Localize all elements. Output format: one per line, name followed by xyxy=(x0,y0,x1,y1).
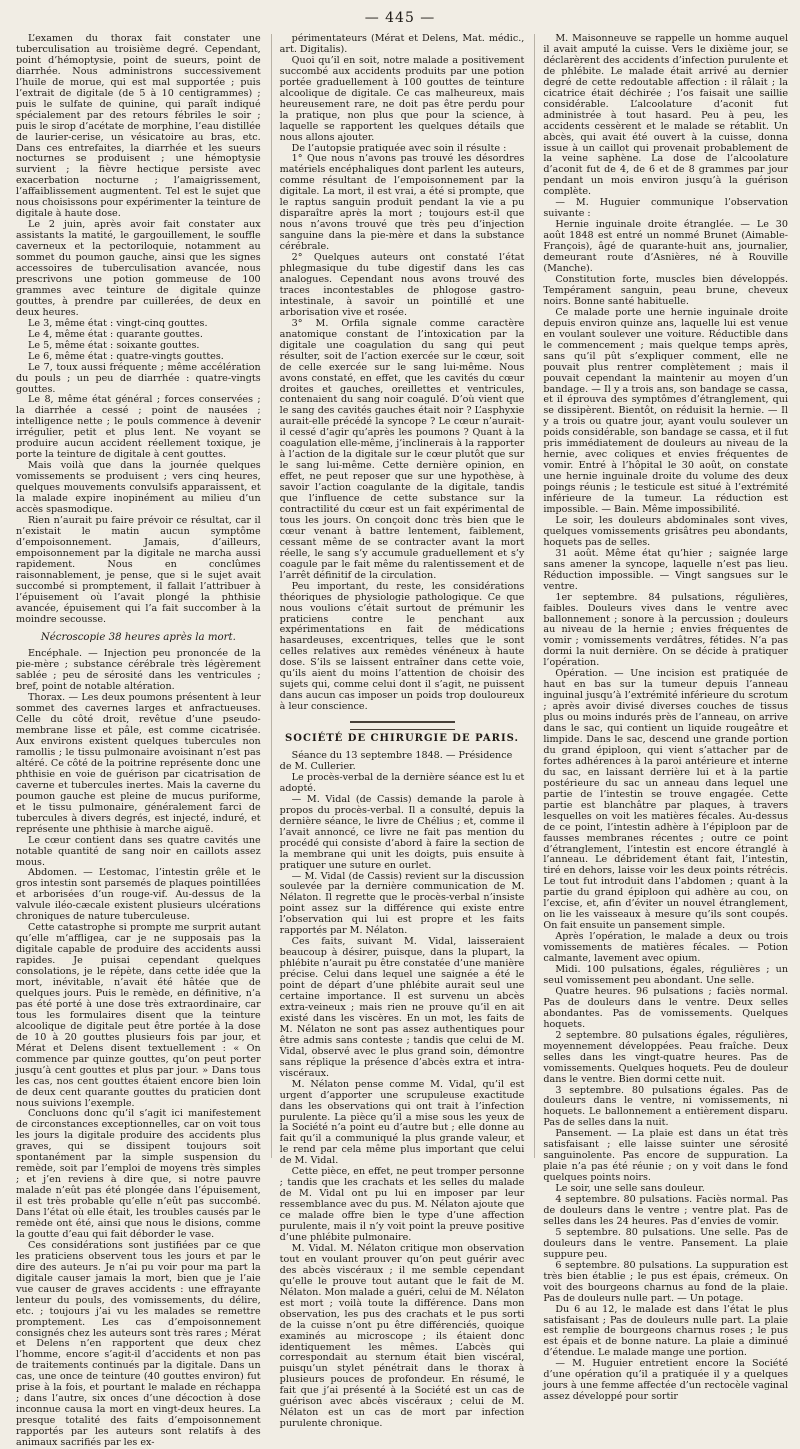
right-paragraph-21: — M. Huguier entretient encore la Société d’une opération qu’il a pratiquée il y a quelques jours à une femme affectée d’un rectocèle vaginal assez développé pour sortir xyxy=(543,1358,789,1403)
middle-paragraph-7: Peu important, du reste, les considérations théoriques de physiologie pathologique. Ce que nous voulions c’était surtout de prémunir les praticiens contre le penchant aux expérimentations en fait de médications hasardeuses, excentriques, telles que le sont celles relatives aux remèdes vénéneux à haute dose. S’ils se laissent entraîner dans cette voie, qu’ils aient du moins l’attention de choisir des sujets qui, comme celui dont il s’agit, ne puissent dans aucun cas imposer un poids trop douloureux à leur conscience. xyxy=(279,580,525,713)
middle-paragraph-1: périmentateurs (Mérat et Delens, Mat. médic., art. Digitalis). xyxy=(279,33,525,55)
left-paragraph-3: Le 3, même état : vingt-cinq gouttes. xyxy=(28,317,208,329)
right-paragraph-13: 2 septembre. 80 pulsations égales, régulières, moyennement développées. Peau fraîche. Deux selles dans les vingt-quatre heures. Pas de vomissements. Quelques hoquets. Peu de douleur dans le ventre. Bien dormi cette nuit. xyxy=(543,1029,789,1085)
society-meeting-line: Séance du 13 septembre 1848. — Présidence de M. Cullerier. xyxy=(279,750,513,772)
society-paragraph-1: Le procès-verbal de la dernière séance est lu et adopté. xyxy=(279,771,525,794)
middle-paragraph-2: Quoi qu’il en soit, notre malade a positivement succombé aux accidents produits par une potion portée graduellement à 100 gouttes de teinture alcoolique de digitale. Ce cas malheureux, mais heureusement rare, ne doit pas être perdu pour la pratique, non plus que pour la science, à laquelle se rapportent les quelques détails que nous allons ajouter. xyxy=(279,54,525,143)
left-paragraph-6: Le 6, même état : quatre-vingts gouttes. xyxy=(28,350,224,362)
left-paragraph-15: Abdomen. — L’estomac, l’intestin grêle et le gros intestin sont parsemés de plaques pointillées et arborisées d’un rouge-vif. Au-dessus de la valvule iléo-cæcale existent plusieurs ulcérations chroniques de nature tuberculeuse. xyxy=(16,867,261,923)
right-paragraph-2: — M. Huguier communique l’observation suivante : xyxy=(543,197,789,220)
middle-paragraph-3: De l’autopsie pratiquée avec soin il résulte : xyxy=(291,142,507,154)
middle-paragraph-4: 1° Que nous n’avons pas trouvé les désordres matériels encéphaliques dont parlent les auteurs, comme résultant de l’empoisonnement par la digitale. La mort, il est vrai, a été si prompte, que le raptus sanguin produit pendant la vie a pu disparaître après la mort ; toujours est-il que nous n’avons trouvé que très peu d’injection sanguine dans la pie-mère et dans la substance cérébrale. xyxy=(279,153,525,253)
left-paragraph-13: Thorax. — Les deux poumons présentent à leur sommet des cavernes larges et anfractueuses. Celle du côté droit, revêtue d’une pseudo-membrane lisse et pâle, est comme cicatrisée. Aux environs existent quelques tubercules non ramollis ; le tissu pulmonaire avoisinant n’est pas altéré. Ce côté de la poitrine représente donc une phthisie en voie de guérison par cicatrisation de caverne et tubercules inertes. Mais la caverne du poumon gauche est pleine de mucus puriforme, et le tissu pulmonaire, généralement farci de tubercules à divers degrés, est injecté, induré, et représente une phthisie à marche aiguë. xyxy=(16,692,261,835)
right-paragraph-12: Quatre heures. 96 pulsations ; faciès normal. Pas de douleurs dans le ventre. Deux selles abondantes. Pas de vomissements. Quelques hoquets. xyxy=(543,985,789,1030)
left-paragraph-4: Le 4, même état : quarante gouttes. xyxy=(28,328,203,340)
left-paragraph-14: Le cœur contient dans ses quatre cavités une notable quantité de sang noir en caillots assez mous. xyxy=(16,834,261,868)
right-paragraph-5: Ce malade porte une hernie inguinale droite depuis environ quinze ans, laquelle lui est venue en voulant soulever une voiture. Réductible dans le commencement ; mais quelque temps après, sans qu’il pût s’expliquer comment, elle ne pouvait plus rentrer complètement ; mais il pouvait cependant la maintenir au moyen d’un bandage. — Il y a trois ans, son bandage se cassa, et il éprouva des symptômes d’étranglement, qui se dissipèrent. Bientôt, on réduisit la hernie. — Il y a trois ou quatre jour, ayant voulu soulever un poids considérable, son bandage se cassa, et il fut pris immédiatement de douleurs au niveau de la hernie, avec coliques et envies fréquentes de vomir. Entré à l’hôpital le 30 août, on constate une hernie inguinale droite du volume des deux poings réunis ; le testicule est situé à l’extrémité inférieure de la tumeur. La réduction est impossible. — Bain. Même impossibilité. xyxy=(543,306,789,515)
left-paragraph-18: Ces considérations sont justifiées par ce que les praticiens observent tous les jours et par le dire des auteurs. Je n’ai pu voir pour ma part la digitale causer jamais la mort, bien que je l’aie vue causer de graves accidents : une effrayante lenteur du pouls, des vomissements, du délire, etc. ; toujours j’ai vu les malades se remettre promptement. Les cas d’empoisonnement consignés chez les auteurs sont très rares ; Mérat et Delens n’en rapportent que deux chez l’homme, encore s’agit-il d’accidents et non pas de traitements continués par la digitale. Dans un cas, une once de teinture (40 gouttes environ) fut prise à la fois, et pourtant le malade en réchappa ; dans l’autre, six onces d’une décoction à dose inconnue causa la mort en vingt-deux heures. La presque totalité des faits d’empoisonnement rapportés par les auteurs sont relatifs à des animaux sacrifiés par les ex- xyxy=(16,1239,261,1449)
right-paragraph-1: M. Maisonneuve se rappelle un homme auquel il avait amputé la cuisse. Vers le dixième jour, se déclarèrent des accidents d’infection purulente et de phlébite. Le malade était arrivé au dernier degré de cette redoutable affection : il râlait ; la cicatrice était déchirée ; l’os faisait une saillie considérable. L’alcoolature d’aconit fut administrée à tout hasard. Peu à peu, les accidents cessèrent et le malade se rétablit. Un abcès, qui avait été ouvert à la cuisse, donna issue à un caillot qui provenait probablement de la veine saphène. La dose de l’alcoolature d’aconit fut de 4, de 6 et de 8 grammes par jour pendant un mois environ jusqu’à la guérison complète. xyxy=(543,33,789,198)
left-paragraph-7: Le 7, toux aussi fréquente ; même accélération du pouls ; un peu de diarrhée : quatre-vingts gouttes. xyxy=(16,361,261,395)
right-paragraph-10: Après l’opération, le malade a deux ou trois vomissements de matières fécales. — Potion calmante, lavement avec opium. xyxy=(543,931,789,965)
right-paragraph-3: Hernie inguinale droite étranglée. — Le 30 août 1848 est entré un nommé Brunet (Aimable-François), âgé de quarante-huit ans, journalier, demeurant route d’Asnières, né à Rouville (Manche). xyxy=(543,219,789,275)
society-paragraph-3: — M. Vidal (de Cassis) revient sur la discussion soulevée par la dernière communication de M. Nélaton. Il regrette que le procès-verbal n’insiste point assez sur la différence qui existe entre l’observation qui lui est propre et les faits rapportés par M. Nélaton. xyxy=(279,870,525,937)
right-paragraph-6: Le soir, les douleurs abdominales sont vives, quelques vomissements grisâtres peu abondants, hoquets pas de selles. xyxy=(543,514,789,548)
right-paragraph-4: Constitution forte, muscles bien développés. Tempérament sanguin, peau brune, cheveux noirs. Bonne santé habituelle. xyxy=(543,273,789,307)
right-paragraph-19: 6 septembre. 80 pulsations. La suppuration est très bien établie ; le pus est épais, crémeux. On voit des bourgeons charnus au fond de la plaie. Pas de douleurs nulle part. — Un potage. xyxy=(543,1259,789,1304)
society-paragraph-4: Ces faits, suivant M. Vidal, laisseraient beaucoup à désirer, puisque, dans la plupart, la phlébite n’aurait pu être constatée d’une manière précise. Celui dans lequel une saignée a été le point de départ d’une phlébite aurait seul une certaine importance. Il est survenu un abcès extra-veineux ; mais rien ne prouve qu’il en ait existé dans les viscères. En un mot, les faits de M. Nélaton ne sont pas assez authentiques pour être admis sans conteste ; tandis que celui de M. Vidal, observé avec le plus grand soin, démontre sans réplique la présence d’abcès extra et intra-viscéraux. xyxy=(279,936,525,1079)
right-paragraph-16: Le soir, une selle sans douleur. xyxy=(555,1183,705,1195)
middle-paragraph-6: 3° M. Orfila signale comme caractère anatomique constant de l’intoxication par la digitale une coagulation du sang qui peut résulter, soit de l’action exercée sur le cœur, soit de celle exercée sur le sang lui-même. Nous avons constaté, en effet, que les cavités du cœur droites et gauches, oreillettes et ventricules, contenaient du sang noir coagulé. D’où vient que le sang des cavités gauches était noir ? L’asphyxie aurait-elle précédé la syncope ? Le cœur n’aurait-il cessé d’agir qu’après les poumons ? Quant à la coagulation elle-même, j’inclinerais à la rapporter à l’action de la digitale sur le cœur plutôt que sur le sang lui-même. Cette dernière opinion, en effet, ne peut reposer que sur une hypothèse, à savoir l’action coagulante de la digitale, tandis que l’influence de cette substance sur la contractilité du cœur est un fait expérimental de tous les jours. On conçoit donc très bien que le cœur venant à battre lentement, faiblement, cessant même de se contracter avant la mort réelle, le sang s’y accumule graduellement et s’y coagule par le fait même du ralentissement et de l’arrêt définitif de la circulation. xyxy=(279,317,525,581)
right-paragraph-17: 4 septembre. 80 pulsations. Faciès normal. Pas de douleurs dans le ventre ; ventre plat. Pas de selles dans les 24 heures. Pas d’envies de vomir. xyxy=(543,1194,789,1227)
page-number: — 445 — xyxy=(364,10,436,26)
middle-column xyxy=(271,33,525,1430)
society-paragraph-6: Cette pièce, en effet, ne peut tromper personne ; tandis que les crachats et les selles du malade de M. Vidal ont pu lui en imposer par leur ressemblance avec du pus. M. Nélaton ajoute que ce malade offre bien le type d’une affection purulente, mais il n’y voit point la preuve positive d’une phlébite pulmonaire. xyxy=(279,1166,525,1243)
left-paragraph-1: L’examen du thorax fait constater une tuberculisation au troisième degré. Cependant, point d’hémoptysie, point de sueurs, point de diarrhée. Nous administrons successivement l’huile de morue, qui est mal supportée ; puis l’extrait de digitale (de 5 à 10 centigrammes) ; puis le sulfate de quinine, qui paraît indiqué spécialement par des retours fébriles le soir ; puis le sirop d’acétate de morphine, l’eau distillée de laurier-cerise, un vésicatoire au bras, etc. Dans ces entrefaites, la diarrhée et les sueurs nocturnes se produisent ; une hémoptysie survient ; la fièvre hectique persiste avec exacerbation nocturne ; l’amaigrissement, l’affaiblissement augmentent. Tel est le sujet que nous choisissons pour expérimenter la teinture de digitale à haute dose. xyxy=(16,33,261,220)
left-paragraph-9: Mais voilà que dans la journée quelques vomissements se produisent ; vers cinq heures, quelques mouvements convulsifs apparaissent, et la malade expire inopinément au milieu d’un accès spasmodique. xyxy=(16,460,261,515)
right-paragraph-14: 3 septembre. 80 pulsations égales. Pas de douleurs dans le ventre, ni vomissements, ni hoquets. Le ballonnement a entièrement disparu. Pas de selles dans la nuit. xyxy=(543,1084,789,1129)
society-paragraph-5: M. Nélaton pense comme M. Vidal, qu’il est urgent d’apporter une scrupuleuse exactitude dans les observations qui ont trait à l’infection purulente. La pièce qu’il a mise sous les yeux de la Société n’a point eu d’autre but ; elle donne au fait qu’il a communiqué la plus grande valeur, et le rend par cela même plus important que celui de M. Vidal. xyxy=(279,1078,525,1167)
left-paragraph-10: Rien n’aurait pu faire prévoir ce résultat, car il n’existait le matin aucun symptôme d’empoisonnement. Jamais, d’ailleurs, empoisonnement par la digitale ne marcha aussi rapidement. Nous en conclûmes raisonnablement, je pense, que si le sujet avait succombé si promptement, il fallait l’attribuer à l’épuisement où l’avait plongé la phthisie avancée, épuisement qui l’a fait succomber à la moindre secousse. xyxy=(16,514,261,625)
necroscopy-heading: Nécroscopie 38 heures après la mort. xyxy=(40,632,236,644)
article-columns xyxy=(16,33,789,1449)
left-paragraph-12: Encéphale. — Injection peu prononcée de la pie-mère ; substance cérébrale très légèrement sablée ; peu de sérosité dans les ventricules ; bref, point de notable altération. xyxy=(16,648,261,693)
section-separator xyxy=(350,721,455,730)
society-paragraph-7: M. Vidal. M. Nélaton critique mon observation tout en voulant prouver qu’on peut guérir avec des abcès viscéraux ; il me semble cependant qu’elle le prouve tout autant que le fait de M. Nélaton. Mon malade a guéri, celui de M. Nélaton est mort ; voilà toute la différence. Dans mon observation, les pus des crachats et le pus sorti de la cuisse n’ont pu être différenciés, quoique examinés au microscope ; ils étaient donc identiquement les mêmes. L’abcès qui correspondait au sternum était bien viscéral, puisqu’un stylet pénétrait dans le thorax à plusieurs pouces de profondeur. En résumé, le fait que j’ai présenté à la Société est un cas de guérison avec abcès viscéraux ; celui de M. Nélaton est un cas de mort par infection purulente chronique. xyxy=(279,1242,525,1430)
left-paragraph-5: Le 5, même état : soixante gouttes. xyxy=(28,339,200,351)
society-heading: SOCIÉTÉ DE CHIRURGIE DE PARIS. xyxy=(285,733,519,745)
left-paragraph-16: Cette catastrophe si prompte me surprit autant qu’elle m’affligea, car je ne supposais pas la digitale capable de produire des accidents aussi rapides. Je puisai cependant quelques consolations, je le répète, dans cette idée que la mort, inévitable, n’avait été hâtée que de quelques jours. Puis le remède, en définitive, n’a pas été porté à une dose très extraordinaire, car tous les formulaires disent que la teinture alcoolique de digitale peut être portée à la dose de 10 à 20 gouttes plusieurs fois par jour, et Mérat et Delens disent textuellement : « On commence par quinze gouttes, qu’on peut porter jusqu’à cent gouttes et plus par jour. » Dans tous les cas, nos cent gouttes étaient encore bien loin de deux cent quarante gouttes du praticien dont nous suivions l’exemple. xyxy=(16,922,261,1109)
society-paragraph-2: — M. Vidal (de Cassis) demande la parole à propos du procès-verbal. Il a consulté, depuis la dernière séance, le livre de Chélius ; et, comme il l’avait annoncé, ce livre ne fait pas mention du procédé qui consiste d’abord à faire la section de la membrane qui unit les doigts, puis ensuite à pratiquer une suture en ourlet. xyxy=(279,793,525,871)
middle-paragraph-5: 2° Quelques auteurs ont constaté l’état phlegmasique du tube digestif dans les cas analogues. Cependant nous avons trouvé des traces incontestables de phlogose gastro-intestinale, à savoir un pointillé et une arborisation vive et rosée. xyxy=(279,252,525,318)
right-paragraph-18: 5 septembre. 80 pulsations. Une selle. Pas de douleurs dans le ventre. Pansement. La plaie suppure peu. xyxy=(543,1226,789,1260)
left-paragraph-8: Le 8, même état général ; forces conservées ; la diarrhée a cessé ; point de nausées ; intelligence nette ; le pouls commence à devenir irrégulier, petit et plus lent. Ne voyant se produire aucun accident réellement toxique, je porte la teinture de digitale à cent gouttes. xyxy=(16,394,261,461)
left-paragraph-17: Concluons donc qu’il s’agit ici manifestement de circonstances exceptionnelles, car on voit tous les jours la digitale produire des accidents plus graves, qui se dissipent toujours soit spontanément par la simple suspension du remède, soit par l’emploi de moyens très simples ; et j’en reviens à dire que, si notre pauvre malade n’eût pas été plongée dans l’épuisement, il est très probable qu’elle n’eût pas succombé. Dans l’état où elle était, les troubles causés par le remède ont été, ainsi que nous le disions, comme la goutte d’eau qui fait déborder le vase. xyxy=(16,1108,261,1240)
right-paragraph-7: 31 août. Même état qu’hier ; saignée large sans amener la syncope, laquelle n’est pas lieu. Réduction impossible. — Vingt sangsues sur le ventre. xyxy=(543,547,789,592)
right-paragraph-11: Midi. 100 pulsations, égales, régulières ; un seul vomissement peu abondant. Une selle. xyxy=(543,964,789,986)
right-paragraph-15: Pansement. — La plaie est dans un état très satisfaisant ; elle laisse suinter une sérosité sanguinolente. Pas encore de suppuration. La plaie n’a pas été réunie ; on y voit dans le fond quelques points noirs. xyxy=(543,1128,789,1184)
right-paragraph-8: 1er septembre. 84 pulsations, régulières, faibles. Douleurs vives dans le ventre avec ballonnement ; sonore à la percussion ; douleurs au niveau de la hernie ; envies fréquentes de vomir ; vomissements verdâtres, fétides. N’a pas dormi la nuit dernière. On se décide à pratiquer l’opération. xyxy=(543,591,789,669)
left-column xyxy=(16,33,261,1449)
right-paragraph-20: Du 6 au 12, le malade est dans l’état le plus satisfaisant ; Pas de douleurs nulle part. La plaie est remplie de bourgeons charnus roses ; le pus est épais et de bonne nature. La plaie a diminué d’étendue. Le malade mange une portion. xyxy=(543,1303,789,1359)
left-paragraph-2: Le 2 juin, après avoir fait constater aux assistants la matité, le gargouillement, le souffle caverneux et la pectoriloquie, notamment au sommet du poumon gauche, ainsi que les signes accessoires de tuberculisation avancée, nous prescrivons une potion gommeuse de 100 grammes avec teinture de digitale quinze gouttes, à prendre par cuillerées, de deux en deux heures. xyxy=(16,219,261,318)
right-paragraph-9: Opération. — Une incision est pratiquée de haut en bas sur la tumeur depuis l’anneau inguinal jusqu’à l’extrémité inférieure du scrotum ; après avoir divisé diverses couches de tissus plus ou moins indurés près de l’anneau, on arrive dans le sac, qui contient un liquide rougeâtre et limpide. Dans le sac, descend une grande portion du grand épiploon, qui vient s’attacher par de fortes adhérences à la paroi antérieure et interne du sac, en laissant derrière lui et à la partie postérieure du sac un anneau dans lequel une partie de l’intestin se trouve engagée. Cette partie est blanchâtre par plaques, à travers lesquelles on voit les matières fécales. Au-dessus de ce point, l’intestin adhère à l’épiploon par de fausses membranes récentes ; outre ce point d’étranglement, l’intestin est encore étranglé à l’anneau. Le débridement étant fait, l’intestin, tiré en dehors, laisse voir les deux points rétrécis. Le tout fut introduit dans l’abdomen ; quant à la partie du grand épiploon qui adhère au cou, on l’excise, et, afin d’éviter un nouvel étranglement, on lie les vaisseaux à mesure qu’ils sont coupés. On fait ensuite un pansement simple. xyxy=(543,668,789,932)
right-column xyxy=(534,33,789,1403)
